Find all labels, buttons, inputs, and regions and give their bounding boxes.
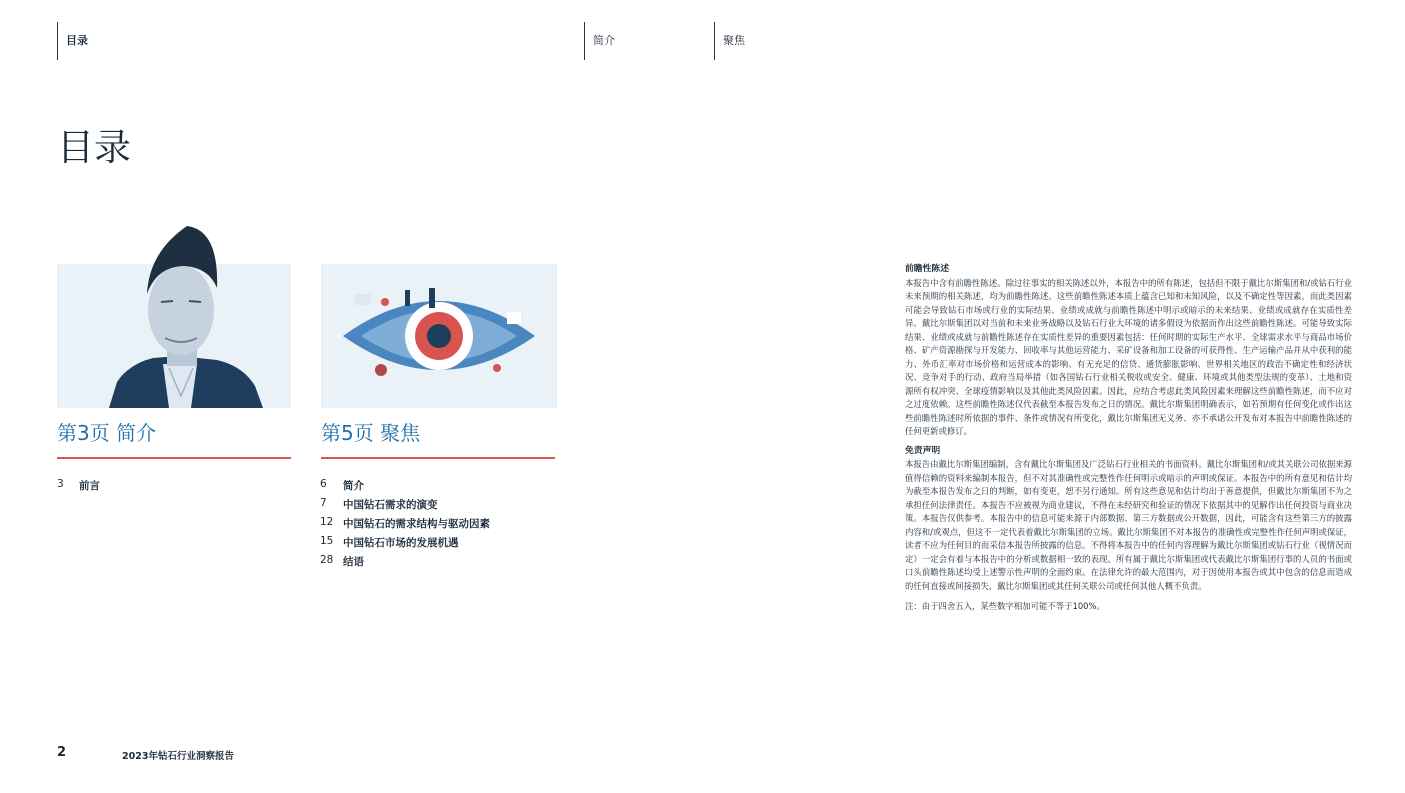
toc-title: 中国钻石的需求结构与驱动因素 [343,518,490,530]
toc-page-number: 7 [320,497,327,509]
report-title: 2023年钻石行业洞察报告 [122,751,234,762]
forward-looking-text: 本报告中含有前瞻性陈述。除过往事实的相关陈述以外，本报告中的所有陈述，包括但不限于戴比尔斯集团和/或钻石行业未来预期的相关陈述，均为前瞻性陈述。这些前瞻性陈述本质上蕴含已知和未知风险，以及不确定性等因素，而此类因素可能会导致钻石市场或行业的实际结果、业绩或成就与前瞻性陈述中明示或暗示的未来结果、业绩或成就存在实质性差异。戴比尔斯集团以对当前和未来业务战略以及钻石行业大环境的诸多假设为依据而作出这些前瞻性陈述。可能导致实际结果、业绩或成就与前瞻性陈述存在实质性差异的重要因素包括：任何时期的实际生产水平、全球需求水平与商品市场价格、矿产资源勘探与开发能力、回收率与其他运营能力、采矿设备和加工设备的可获得性、生产运输产品并从中获利的能力、外币汇率对市场价格和运营成本的影响、有无充足的信贷、通货膨胀影响、世界相关地区的政治不确定性和经济状况、竞争对手的行动、政府当局举措（如各国钻石行业相关税收或安全、健康、环境或其他类型法规的变革）、土地和资源所有权冲突、全球疫情影响以及其他此类风险因素。因此，应结合考虑此类风险因素来理解这些前瞻性陈述，而不应对之过度依赖。这些前瞻性陈述仅代表截至本报告发布之日的情况。戴比尔斯集团明确表示，如若预期有任何变化或作出这些前瞻性陈述时所依据的事件、条件或情况有所变化，戴比尔斯集团无义务、亦不承诺公开发布对本报告中前瞻性陈述的任何更新或修订。 [905,277,1352,436]
disclaimer-heading: 免责声明 [905,445,941,456]
toc-title: 前言 [79,480,100,492]
forward-looking-heading: 前瞻性陈述 [905,264,949,274]
nav-tab-toc-label: 目录 [66,34,88,47]
toc-page-number: 3 [57,478,64,490]
focus-divider [321,457,555,459]
intro-divider [57,457,291,459]
toc-page-number: 6 [320,478,327,490]
disclaimer-text: 本报告由戴比尔斯集团编制，含有戴比尔斯集团及广泛钻石行业相关的书面资料。戴比尔斯集团和/或其关联公司依据来源值得信赖的资料来编制本报告，但不对其准确性或完整性作任何明示或暗示的声明或保证。本报告中的所有意见和估计均为截至本报告发布之日的判断，如有变更，恕不另行通知。所有这些意见和估计均出于善意提供，但戴比尔斯集团不为之承担任何法律责任。本报告不应被视为商业建议，不得在未经研究和验证的情况下依据其中的见解作出任何投资与商业决策。本报告仅供参考。本报告中的信息可能来源于内部数据、第三方数据或公开数据，因此，可能含有这些第三方的披露内容和/或观点，但这不一定代表着戴比尔斯集团的立场。戴比尔斯集团不对本报告的准确性或完整性作任何声明或保证，读者不应为任何目的而采信本报告所披露的信息。不得将本报告中的任何内容理解为戴比尔斯集团或钻石行业（视情况而定）一定会有着与本报告中的分析或数据相一致的表现。所有属于戴比尔斯集团或代表戴比尔斯集团行事的人员的书面或口头前瞻性陈述均受上述警示性声明的全面约束。在法律允许的最大范围内，对于因使用本报告或其中包含的信息而造成的任何直接或间接损失，戴比尔斯集团或其任何关联公司或任何其他人概不负责。 [905,459,1352,591]
toc-title: 中国钻石需求的演变 [343,499,438,511]
nav-tab-intro-label: 简介 [593,34,615,47]
nav-tab-intro[interactable] [584,22,615,60]
toc-page-number: 12 [320,516,334,528]
focus-section-heading[interactable]: 第5页 聚焦 [321,421,421,445]
toc-title: 中国钻石市场的发展机遇 [343,537,459,549]
ceo-portrait-image[interactable] [57,264,291,408]
toc-title: 结语 [343,556,364,568]
toc-page-number: 28 [320,554,334,566]
portrait-illustration [57,264,291,408]
nav-tab-toc[interactable] [57,22,88,60]
focus-illustration-image[interactable] [321,264,557,408]
rounding-footnote: 注：由于四舍五入，某些数字相加可能不等于100%。 [905,601,1105,611]
nav-tab-focus-label: 聚焦 [723,34,745,47]
page-title: 目录 [57,126,131,169]
page-number: 2 [57,745,67,760]
legal-notes [905,263,1352,614]
toc-page-number: 15 [320,535,334,547]
nav-tab-focus[interactable] [714,22,745,60]
eye-illustration [321,264,557,408]
toc-title: 简介 [343,480,364,492]
intro-section-heading[interactable]: 第3页 简介 [57,421,157,445]
